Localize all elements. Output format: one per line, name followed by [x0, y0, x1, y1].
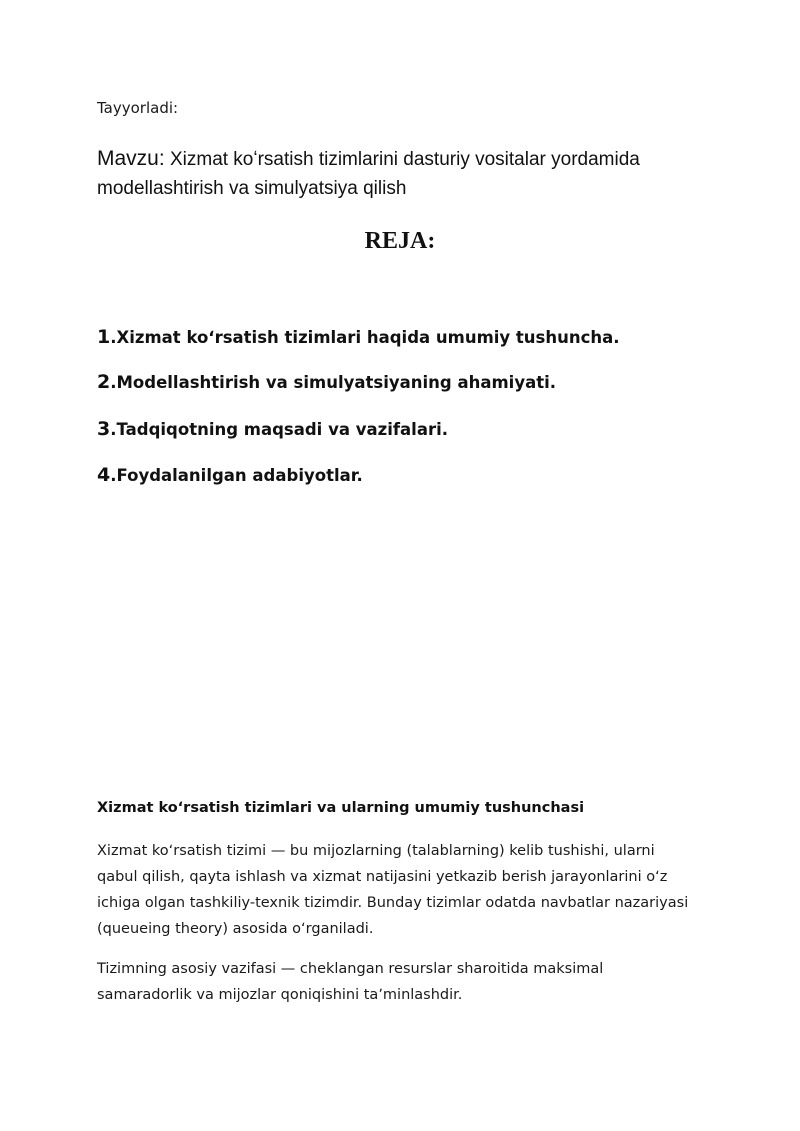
topic-label: Mavzu:: [97, 147, 165, 170]
topic-text: Xizmat koʻrsatish tizimlarini dasturiy vositalar yordamida modellashtirish va simulyatsiya qilish: [97, 149, 640, 199]
plan-item-number: 2: [97, 371, 111, 393]
prepared-by-label: Tayyorladi:: [97, 99, 179, 117]
section-paragraph: Xizmat koʻrsatish tizimi — bu mijozlarning (talablarning) kelib tushishi, ularni qabul qilish, qayta ishlash va xizmat natijasini yetkazib berish jarayonlarini oʻz ichiga olgan tashkiliy-texnik tizimdir. Bunday tizimlar odatda navbatlar nazariyasi (queueing theory) asosida oʻrganiladi.: [97, 843, 689, 937]
plan-item-text: .Xizmat koʻrsatish tizimlari haqida umumiy tushuncha.: [110, 328, 620, 347]
plan-item-text: .Foydalanilgan adabiyotlar.: [110, 466, 363, 485]
plan-item-4: [97, 464, 363, 486]
topic-block: [97, 144, 717, 203]
plan-title: REJA:: [364, 228, 436, 254]
plan-item-number: 3: [97, 418, 111, 440]
plan-item-1: [97, 326, 620, 348]
section-heading: Xizmat koʻrsatish tizimlari va ularning umumiy tushunchasi: [97, 800, 585, 816]
plan-item-text: .Modellashtirish va simulyatsiyaning ahamiyati.: [110, 373, 557, 392]
plan-item-3: [97, 418, 448, 440]
section-paragraph: Tizimning asosiy vazifasi — cheklangan resurslar sharoitida maksimal samaradorlik va mijozlar qoniqishini taʼminlashdir.: [97, 961, 604, 1003]
plan-item-number: 4: [97, 464, 111, 486]
plan-item-2: [97, 371, 556, 393]
plan-item-text: .Tadqiqotning maqsadi va vazifalari.: [110, 420, 449, 439]
plan-item-number: 1: [97, 326, 111, 348]
